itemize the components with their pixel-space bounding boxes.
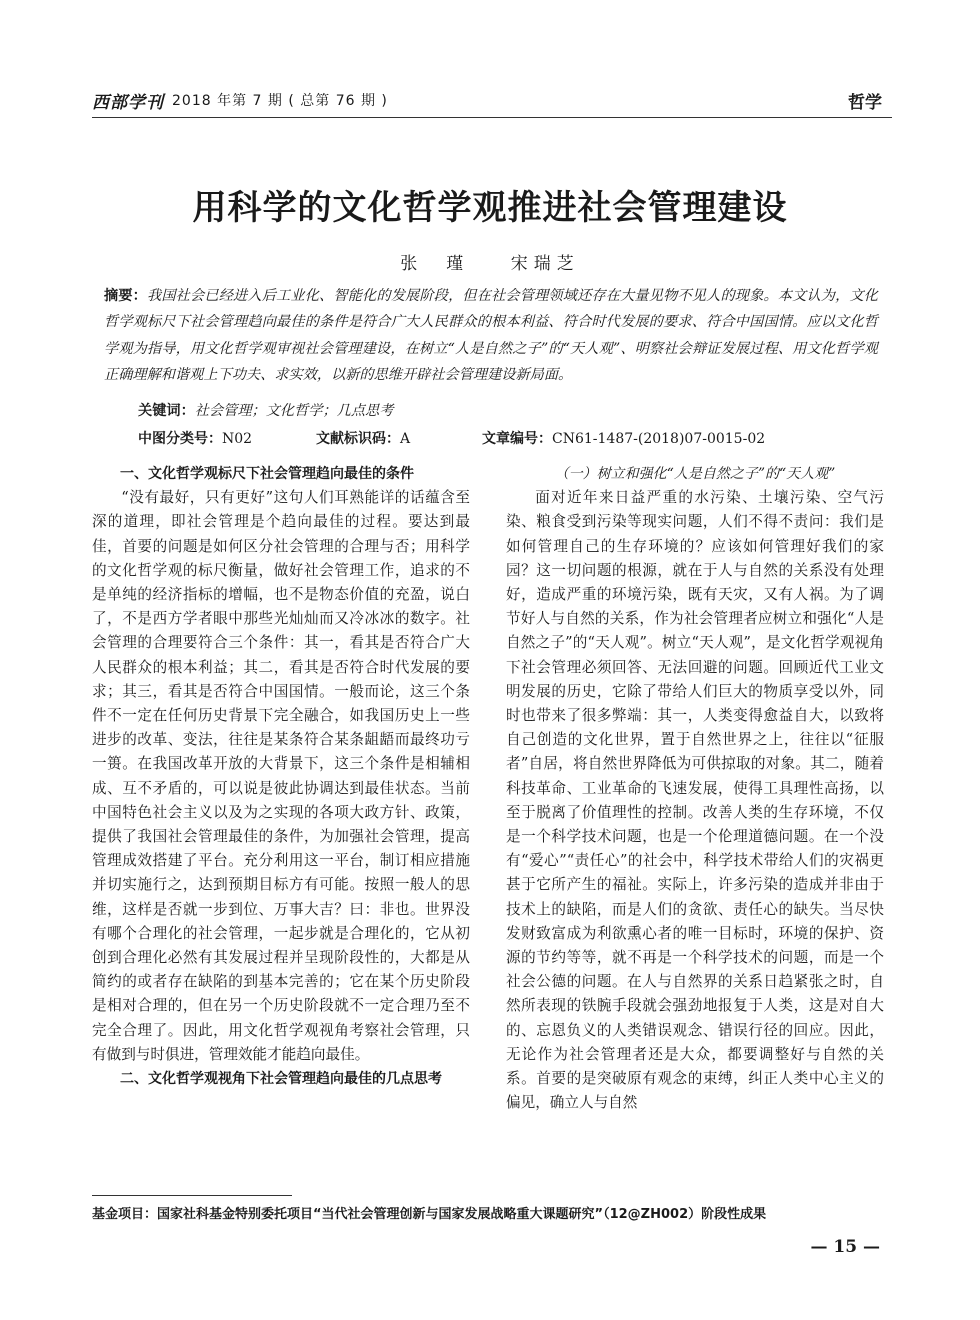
page-number: — 15 — bbox=[810, 1237, 880, 1257]
author-list bbox=[0, 249, 980, 274]
body-paragraph: “没有最好，只有更好”这句人们耳熟能详的话蕴含至深的道理，即社会管理是个趋向最佳的过程。要达到最佳，首要的问题是如何区分社会管理的合理与否；用科学的文化哲学观的标尺衡量，做好社会管理工作，追求的不是单纯的经济指标的增幅，也不是物态价值的充盈，说白了，不是西方学者眼中那些光灿灿而又冷冰冰的数字。社会管理的合理要符合三个条件：其一，看其是否符合广大人民群众的根本利益；其二，看其是否符合时代发展的要求；其三，看其是否符合中国国情。一般而论，这三个条件不一定在任何历史背景下完全融合，如我国历史上一些进步的改革、变法，往往是某条符合某条龃龉而最终功亏一篑。在我国改革开放的大背景下，这三个条件是相辅相成、互不矛盾的，可以说是彼此协调达到最佳状态。当前中国特色社会主义以及为之实现的各项大政方针、政策，提供了我国社会管理最佳的条件，为加强社会管理，提高管理成效搭建了平台。充分利用这一平台，制订相应措施并切实施行之，达到预期目标方有可能。按照一般人的思维，这样是否就一步到位、万事大吉？曰：非也。世界没有哪个合理化的社会管理，一起步就是合理化的，它从初创到合理化必然有其发展过程并呈现阶段性的，大都是从简约的或者存在缺陷的到基本完善的；它在某个历史阶段是相对合理的，但在另一个历史阶段就不一定合理乃至不完全合理了。因此，用文化哲学观视角考察社会管理，只有做到与时俱进，管理效能才能趋向最佳。 bbox=[92, 489, 470, 1063]
issue-info: 2018 年第 7 期 ( 总第 76 期 ) bbox=[172, 93, 388, 109]
document-code: 文献标识码：A bbox=[316, 431, 411, 447]
author-name: 宋瑞芝 bbox=[510, 254, 580, 274]
body-column-right bbox=[506, 462, 884, 1115]
section-heading: 二、文化哲学观视角下社会管理趋向最佳的几点思考 bbox=[120, 1071, 442, 1088]
running-header bbox=[92, 84, 892, 114]
abstract bbox=[104, 283, 878, 389]
header-rule bbox=[92, 117, 892, 118]
body-paragraph: 面对近年来日益严重的水污染、土壤污染、空气污染、粮食受到污染等现实问题，人们不得不责问：我们是如何管理自己的生存环境的？应该如何管理好我们的家园？这一切问题的根源，就在于人与自然的关系没有处理好，造成严重的环境污染，既有天灾，又有人祸。为了调节好人与自然的关系，作为社会管理者应树立和强化“人是自然之子”的“天人观”。树立“天人观”，是文化哲学观视角下社会管理必须回答、无法回避的问题。回顾近代工业文明发展的历史，它除了带给人们巨大的物质享受以外，同时也带来了很多弊端：其一，人类变得愈益自大，以致将自己创造的文化世界，置于自然世界之上，往往以“征服者”自居，将自然世界降低为可供掠取的对象。其二，随着科技革命、工业革命的飞速发展，使得工具理性高扬，以至于脱离了价值理性的控制。改善人类的生存环境，不仅是一个科学技术问题，也是一个伦理道德问题。在一个没有“爱心”“责任心”的社会中，科学技术带给人们的灾祸更甚于它所产生的福祉。实际上，许多污染的造成并非由于技术上的缺陷，而是人们的贪欲、责任心的缺失。当尽快发财致富成为利欲熏心者的唯一目标时，环境的保护、资源的节约等等，就不再是一个科学技术的问题，而是一个社会公德的问题。在人与自然界的关系日趋紧张之时，自然所表现的铁腕手段就会强劲地报复于人类，这是对自大的、忘恩负义的人类错误观念、错误行径的回应。因此，无论作为社会管理者还是大众，都要调整好与自然的关系。首要的是突破原有观念的束缚，纠正人类中心主义的偏见，确立人与自然 bbox=[506, 489, 884, 1112]
abstract-label: 摘要： bbox=[104, 288, 148, 304]
section-label: 哲学 bbox=[848, 93, 882, 113]
keywords-label: 关键词： bbox=[138, 403, 195, 419]
article-number: 文章编号：CN61-1487-(2018)07-0015-02 bbox=[482, 431, 766, 447]
article-title: 用科学的文化哲学观推进社会管理建设 bbox=[192, 188, 788, 228]
body-column-left bbox=[92, 462, 470, 1091]
footnote-rule bbox=[92, 1195, 292, 1196]
classification-info bbox=[138, 428, 878, 450]
keywords-text: 社会管理；文化哲学；几点思考 bbox=[194, 403, 394, 419]
funding-footnote: 基金项目：国家社科基金特别委托项目“当代社会管理创新与国家发展战略重大课题研究”（12@ZH002）阶段性成果 bbox=[92, 1207, 767, 1222]
author-name: 张 瑾 bbox=[400, 254, 470, 274]
keywords bbox=[138, 400, 878, 420]
journal-logo: 西部学刊 bbox=[92, 93, 164, 113]
subsection-heading: （一）树立和强化“人是自然之子”的“天人观” bbox=[554, 466, 836, 482]
clc-number: 中图分类号：N02 bbox=[138, 431, 253, 447]
abstract-text: 我国社会已经进入后工业化、智能化的发展阶段，但在社会管理领域还存在大量见物不见人的现象。本文认为，文化哲学观标尺下社会管理趋向最佳的条件是符合广大人民群众的根本利益、符合时代发展的要求、符合中国国情。应以文化哲学观为指导，用文化哲学观审视社会管理建设，在树立“人是自然之子”的“天人观”、明察社会辩证发展过程、用文化哲学观正确理解和谐观上下功夫、求实效，以新的思维开辟社会管理建设新局面。 bbox=[104, 288, 878, 384]
section-heading: 一、文化哲学观标尺下社会管理趋向最佳的条件 bbox=[120, 466, 414, 482]
